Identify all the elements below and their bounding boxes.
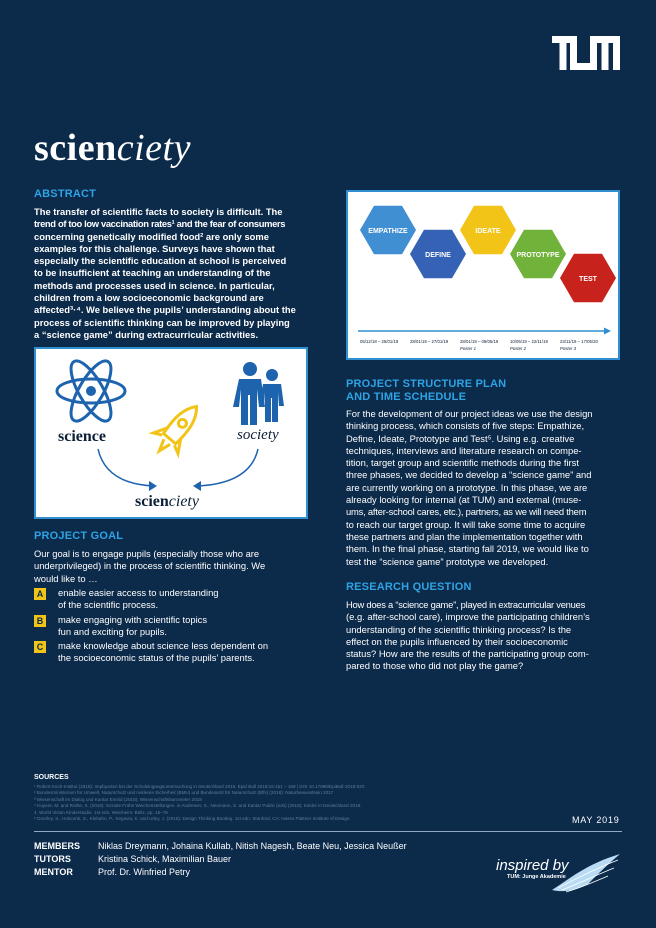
timeline-range: 05/12/18 – 25/01/19 xyxy=(360,339,399,344)
source-item: ¹ Robert Koch-Institut (2018): Impfquoten bei der Schuleingangsuntersuchung in Deutschland 2016. Epid Bull 2018;16:151 – 158 | DOI 10.17886/EpiBull-2018-020 xyxy=(34,784,365,789)
wing-icon xyxy=(548,850,622,898)
source-item: ² Bundesministerium für Umwelt, Naturschutz und nukleare Sicherheit (BMU) und Bundesamt für Naturschutz (BfN) (2018): Naturbewusstsein 2017 xyxy=(34,790,334,796)
illustration-box xyxy=(34,347,308,519)
science-label: science xyxy=(58,428,106,445)
illustration xyxy=(36,349,306,517)
poster-date: MAY 2019 xyxy=(572,815,620,825)
design-thinking-box xyxy=(346,190,620,360)
source-item: ⁵ Doorley, S., Holcomb, S., Klebahn, P., Segovia, K. and Utley, J. (2018): Design Thinking Bootleg. 1st edn. Stanford, CA: Hasso Plattner Institute of Design. xyxy=(34,816,351,822)
hexagon-label: TEST xyxy=(579,276,597,283)
tum-logo xyxy=(552,36,620,70)
abstract-text: The transfer of scientific facts to society is difficult. The trend of too low vaccination rates¹ and the fear of consumers concerning genetically modified food² are only some examples for this challenge. Surveys have shown that especially the scientific education at school is perceived to be insufficient at teaching an understanding of the methods and processes used in science. In particular, children from a low socioeconomic background are affected³·⁴. We believe the pupils’ understanding about the process of scientific thinking can be improved by playing a “science game” during extracurricular activities. xyxy=(34,206,296,340)
project-goal-heading: PROJECT GOAL xyxy=(34,530,124,542)
source-item: ⁴ Kuyere, M. and Rothe, S. (2018): Soziale Frühe Weichenstellungen. in Andresen, S., Neumann, S. and Kantar Public (eds) (2018): Kinder in Deutschland 2018. xyxy=(34,803,362,809)
source-item: 4. World Vision Kinderstudie. 1st edn. Weinheim: Beltz, pp. 15–78 xyxy=(34,809,168,815)
team-list xyxy=(34,840,407,879)
hexagon-label: EMPATHIZE xyxy=(368,228,408,235)
timeline-note: Poster 1 xyxy=(460,346,477,351)
team-row-mentor: MENTOR Prof. Dr. Winfried Petry xyxy=(34,867,191,877)
hexagon-label: DEFINE xyxy=(425,252,451,259)
research-question-text: How does a “science game”, played in extracurricular venues (e.g. after-school care), improve the participating children’s understanding of the scientific thinking process? Is the effect on the pupils influenced by their socioeconomic status? How are the results of the participating group com- pared to those who did not play the game? xyxy=(346,599,590,672)
timeline-range: 23/11/19 – 17/05/20 xyxy=(560,339,598,344)
source-item: ³ Wissenschaft im Dialog und Kantar Emnid (2018): Wissenschaftsbarometer 2018 xyxy=(34,796,202,802)
structure-plan-text: For the development of our project ideas we use the design thinking process, which consists of five steps: Empathize, Define, Ideate, Prototype and Test⁵. Using e.g. creative techniques, interviews and literature research on compe- tition, target group and scientific methods during the first three phases, we decided to develop a “science game” and are currently working on a prototype. In this phase, we are already looking for internal (at TUM) and external (muse- ums, after-school cares, etc.), partners, as we will need them to reach our target group. It will take some time to acquire these partners and plan the implementation together with them. In the final phase, starting fall 2019, we would like to test the “science game” prototype we developed. xyxy=(346,408,593,567)
goal-item-a: A enable easier access to understanding of the scientific process. xyxy=(34,587,314,612)
poster-title: scienciety xyxy=(34,127,191,169)
sponsor-tagline: inspired by xyxy=(496,857,569,874)
goal-list xyxy=(34,587,314,667)
sources-heading: SOURCES xyxy=(34,774,69,781)
left-arrow xyxy=(98,449,154,486)
goal-badge: C xyxy=(34,641,46,653)
team-row-members: MEMBERS Niklas Dreymann, Johaina Kullab, Nitish Nagesh, Beate Neu, Jessica Neußer xyxy=(34,841,407,851)
structure-plan-heading: PROJECT STRUCTURE PLAN AND TIME SCHEDULE xyxy=(346,378,507,403)
timeline-range: 28/01/19 – 09/05/19 xyxy=(460,339,499,344)
hexagon-label: IDEATE xyxy=(475,228,501,235)
timeline-range: 10/05/19 – 22/11/19 xyxy=(510,339,548,344)
right-arrow xyxy=(196,449,258,486)
timeline-note: Poster 3 xyxy=(560,346,577,351)
team-row-tutors: TUTORS Kristina Schick, Maximilian Bauer xyxy=(34,854,232,864)
project-goal-intro: Our goal is to engage pupils (especially those who are underprivileged) in the process of scientific thinking. We would like to … xyxy=(34,548,266,584)
rocket-icon xyxy=(147,396,209,461)
abstract-heading: ABSTRACT xyxy=(34,188,97,200)
hexagon-label: PROTOTYPE xyxy=(516,252,560,259)
divider xyxy=(34,831,622,832)
atom-icon xyxy=(57,356,125,427)
combined-label: scienciety xyxy=(135,493,199,510)
goal-item-c: C make knowledge about science less dependent on the socioeconomic status of the pupils’ parents. xyxy=(34,640,314,665)
timeline-range: 28/01/19 – 27/01/19 xyxy=(410,339,449,344)
people-icon xyxy=(233,362,284,425)
design-thinking-diagram xyxy=(348,192,618,358)
research-question-heading: RESEARCH QUESTION xyxy=(346,581,472,593)
timeline-note: Poster 2 xyxy=(510,346,527,351)
sources-list xyxy=(34,784,454,822)
society-label: society xyxy=(237,427,279,443)
sponsor-name: TUM: Junge Akademie xyxy=(507,874,566,880)
goal-badge: B xyxy=(34,615,46,627)
goal-badge: A xyxy=(34,588,46,600)
goal-item-b: B make engaging with scientific topics fun and exciting for pupils. xyxy=(34,614,314,639)
